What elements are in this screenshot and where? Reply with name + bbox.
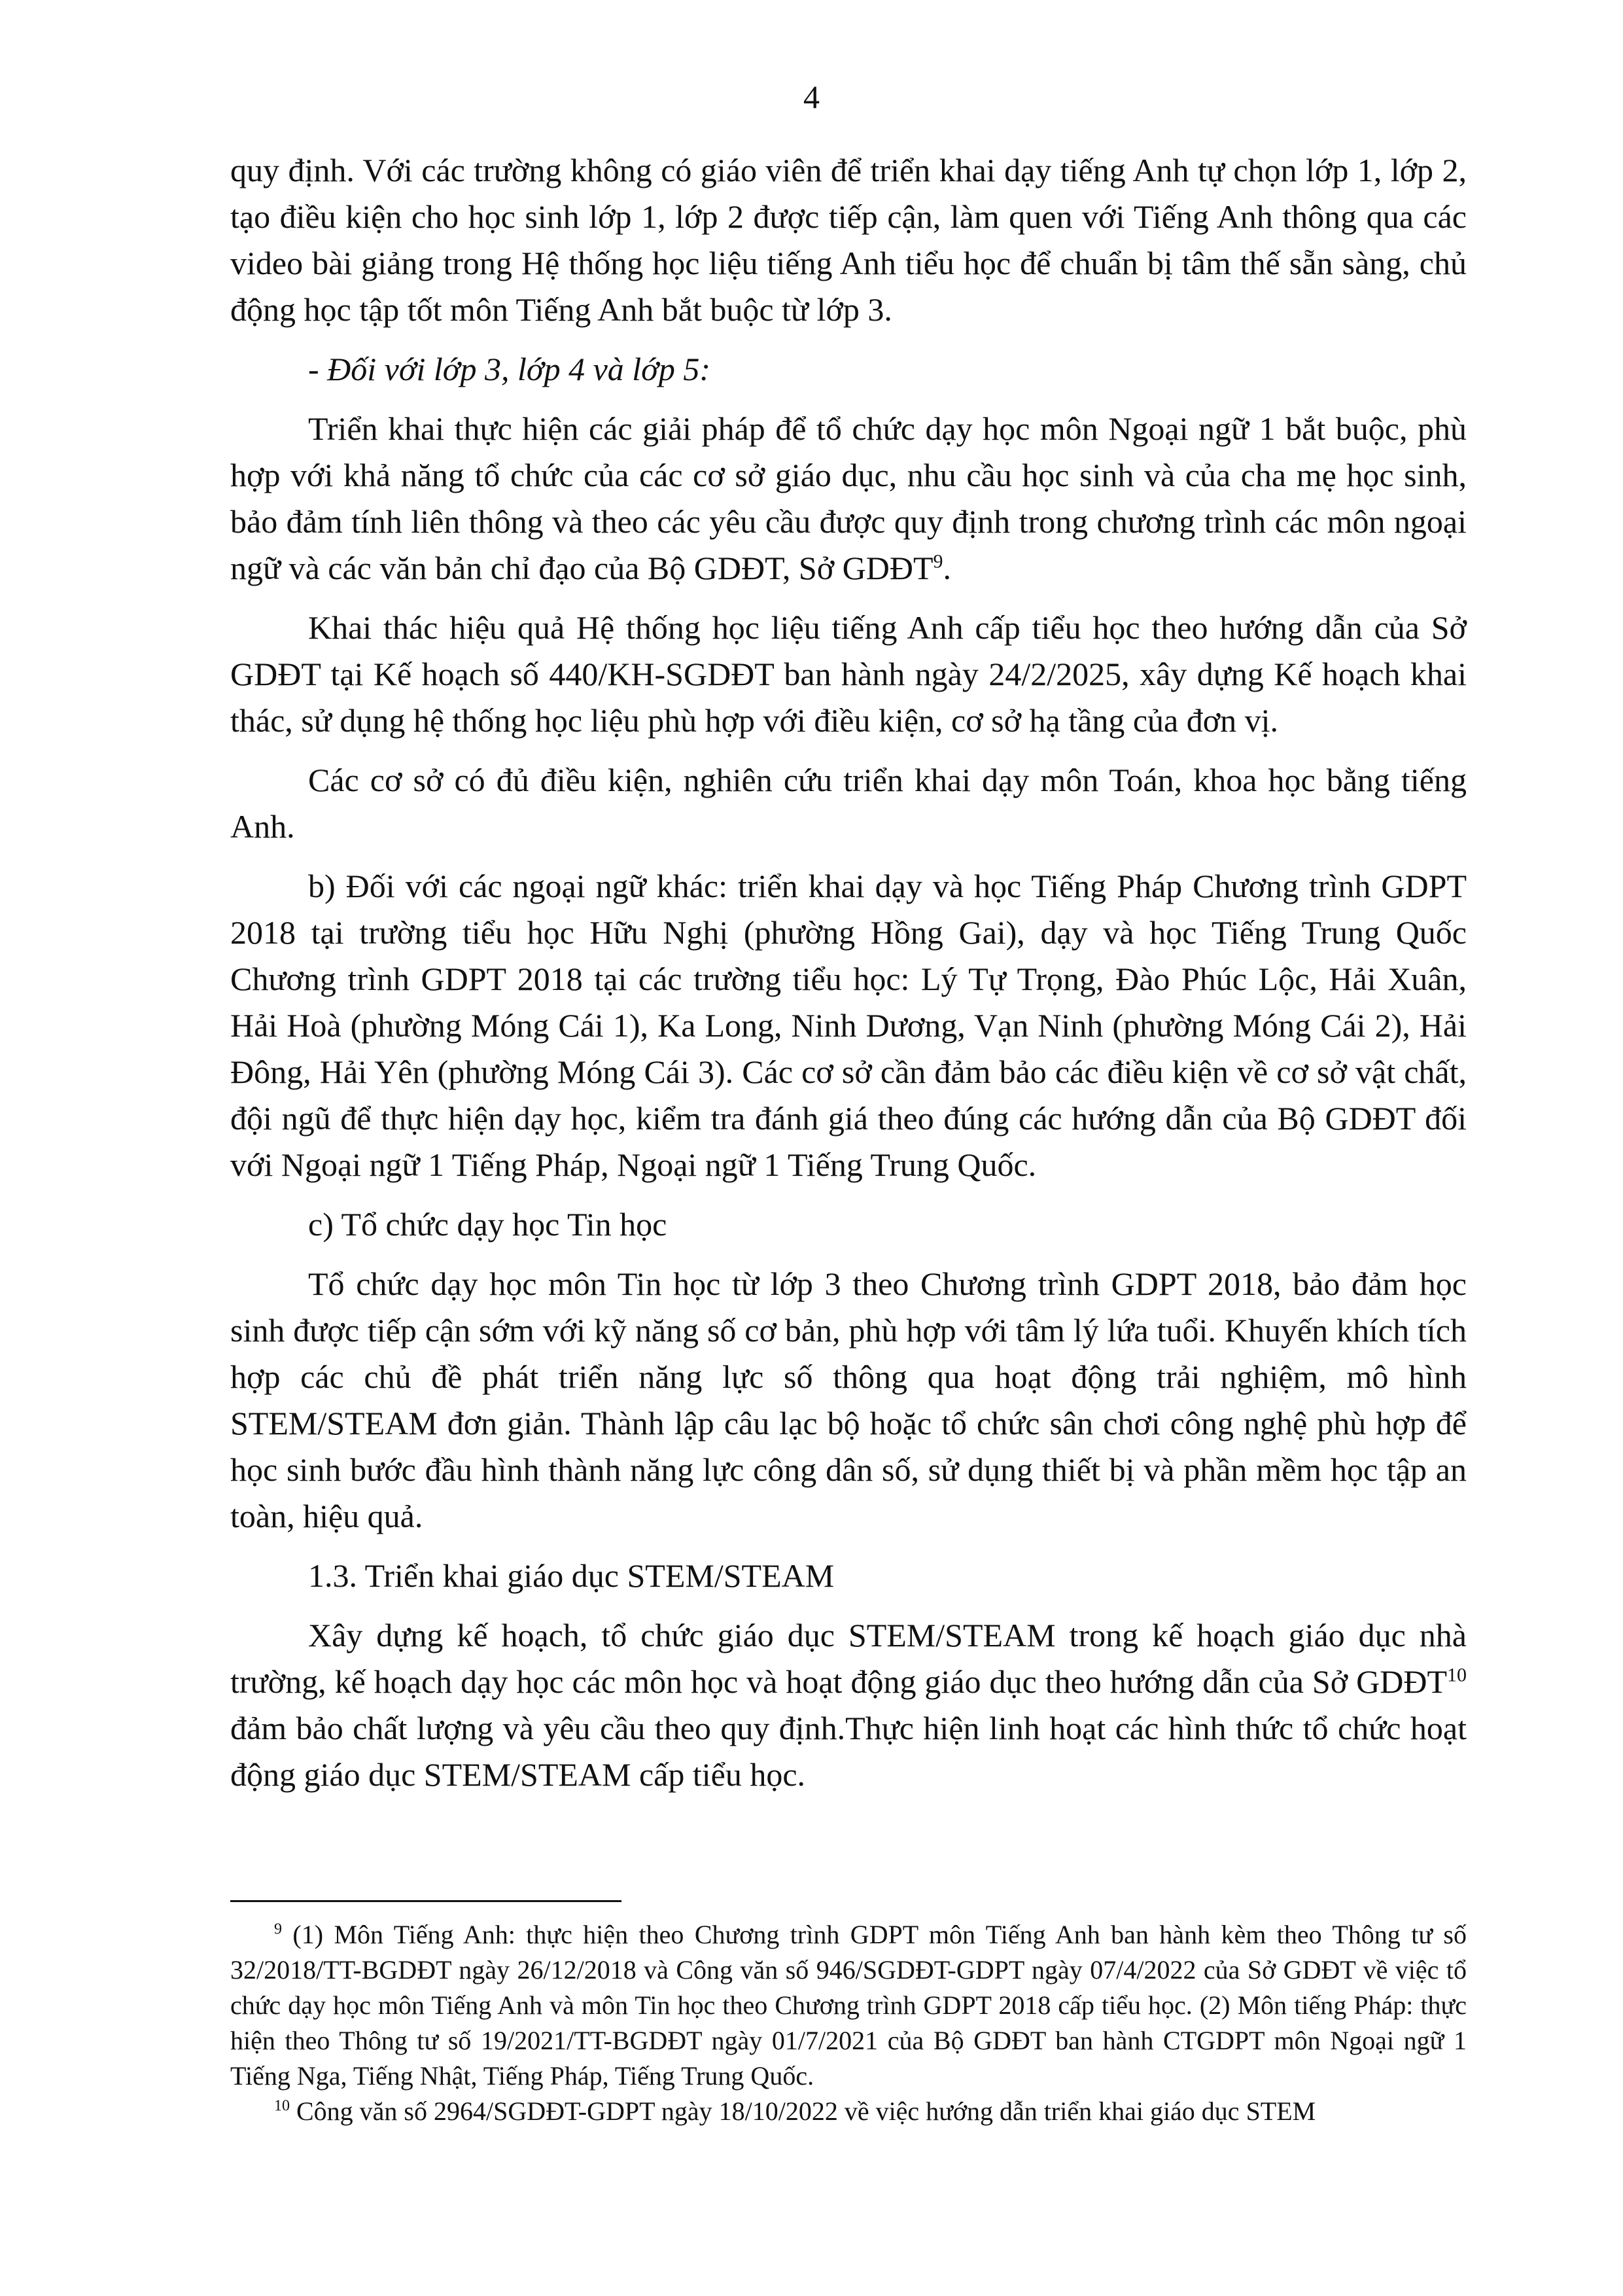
footnote-separator: [230, 1900, 621, 1902]
footnote-text: (1) Môn Tiếng Anh: thực hiện theo Chương trình GDPT môn Tiếng Anh ban hành kèm theo Thông tư số 32/2018/TT-BGDĐT ngày 26/12/2018 và Công văn số 946/SGDĐT-GDPT ngày 07/4/2022 của Sở GDĐT về việc tổ chức dạy học môn Tiếng Anh và môn Tin học theo Chương trình GDPT 2018 cấp tiểu học. (2) Môn tiếng Pháp: thực hiện theo Thông tư số 19/2021/TT-BGDĐT ngày 01/7/2021 của Bộ GDĐT ban hành CTGDPT môn Ngoại ngữ 1 Tiếng Nga, Tiếng Nhật, Tiếng Pháp, Tiếng Trung Quốc.: [230, 1920, 1467, 2091]
paragraph: [230, 863, 1467, 1188]
footnote-number: 10: [274, 2097, 290, 2115]
paragraph: [230, 1261, 1467, 1540]
paragraph: [230, 605, 1467, 744]
paragraph-text: - Đối với lớp 3, lớp 4 và lớp 5:: [308, 351, 710, 387]
paragraph-text: Các cơ sở có đủ điều kiện, nghiên cứu triển khai dạy môn Toán, khoa học bằng tiếng Anh.: [230, 762, 1467, 845]
section-heading: [230, 1553, 1467, 1599]
paragraph-text: Khai thác hiệu quả Hệ thống học liệu tiếng Anh cấp tiểu học theo hướng dẫn của Sở GDĐT tại Kế hoạch số 440/KH-SGDĐT ban hành ngày 24/2/2025, xây dựng Kế hoạch khai thác, sử dụng hệ thống học liệu phù hợp với điều kiện, cơ sở hạ tầng của đơn vị.: [230, 609, 1467, 739]
footnote: [230, 1917, 1467, 2094]
page-number: 4: [803, 79, 820, 115]
paragraph: [230, 406, 1467, 592]
paragraph-text: b) Đối với các ngoại ngữ khác: triển khai dạy và học Tiếng Pháp Chương trình GDPT 2018 tại trường tiểu học Hữu Nghị (phường Hồng Gai), dạy và học Tiếng Trung Quốc Chương trình GDPT 2018 tại các trường tiểu học: Lý Tự Trọng, Đào Phúc Lộc, Hải Xuân, Hải Hoà (phường Móng Cái 1), Ka Long, Ninh Dương, Vạn Ninh (phường Móng Cái 2), Hải Đông, Hải Yên (phường Móng Cái 3). Các cơ sở cần đảm bảo các điều kiện về cơ sở vật chất, đội ngũ để thực hiện dạy học, kiểm tra đánh giá theo đúng các hướng dẫn của Bộ GDĐT đối với Ngoại ngữ 1 Tiếng Pháp, Ngoại ngữ 1 Tiếng Trung Quốc.: [230, 868, 1467, 1183]
paragraph-text: c) Tổ chức dạy học Tin học: [308, 1206, 667, 1243]
footnote-ref: 10: [1447, 1664, 1467, 1686]
paragraph-text: 1.3. Triển khai giáo dục STEM/STEAM: [308, 1557, 835, 1594]
subheading-grade-3-5: [230, 346, 1467, 393]
paragraph: [230, 147, 1467, 333]
footnote-text: Công văn số 2964/SGDĐT-GDPT ngày 18/10/2022 về việc hướng dẫn triển khai giáo dục STEM: [290, 2096, 1316, 2126]
footnote-ref: 9: [933, 550, 943, 573]
paragraph-text: Xây dựng kế hoạch, tổ chức giáo dục STEM/STEAM trong kế hoạch giáo dục nhà trường, kế hoạch dạy học các môn học và hoạt động giáo dục theo hướng dẫn của Sở GDĐT: [230, 1617, 1467, 1700]
section-heading: [230, 1201, 1467, 1248]
body-text: [230, 147, 1467, 1811]
paragraph-text-after: đảm bảo chất lượng và yêu cầu theo quy định.Thực hiện linh hoạt các hình thức tổ chức hoạt động giáo dục STEM/STEAM cấp tiểu học.: [230, 1710, 1467, 1793]
paragraph-text: quy định. Với các trường không có giáo viên để triển khai dạy tiếng Anh tự chọn lớp 1, lớp 2, tạo điều kiện cho học sinh lớp 1, lớp 2 được tiếp cận, làm quen với Tiếng Anh thông qua các video bài giảng trong Hệ thống học liệu tiếng Anh tiểu học để chuẩn bị tâm thế sẵn sàng, chủ động học tập tốt môn Tiếng Anh bắt buộc từ lớp 3.: [230, 152, 1467, 328]
paragraph: [230, 757, 1467, 850]
paragraph-text-after: .: [943, 550, 952, 586]
paragraph: [230, 1612, 1467, 1798]
footnote: [230, 2094, 1467, 2129]
footnote-number: 9: [274, 1920, 282, 1938]
footnotes: [230, 1917, 1467, 2129]
paragraph-text: Tổ chức dạy học môn Tin học từ lớp 3 theo Chương trình GDPT 2018, bảo đảm học sinh được tiếp cận sớm với kỹ năng số cơ bản, phù hợp với tâm lý lứa tuổi. Khuyến khích tích hợp các chủ đề phát triển năng lực số thông qua hoạt động trải nghiệm, mô hình STEM/STEAM đơn giản. Thành lập câu lạc bộ hoặc tổ chức sân chơi công nghệ phù hợp để học sinh bước đầu hình thành năng lực công dân số, sử dụng thiết bị và phần mềm học tập an toàn, hiệu quả.: [230, 1265, 1467, 1534]
paragraph-text: Triển khai thực hiện các giải pháp để tổ chức dạy học môn Ngoại ngữ 1 bắt buộc, phù hợp với khả năng tổ chức của các cơ sở giáo dục, nhu cầu học sinh và của cha mẹ học sinh, bảo đảm tính liên thông và theo các yêu cầu được quy định trong chương trình các môn ngoại ngữ và các văn bản chỉ đạo của Bộ GDĐT, Sở GDĐT: [230, 410, 1467, 586]
